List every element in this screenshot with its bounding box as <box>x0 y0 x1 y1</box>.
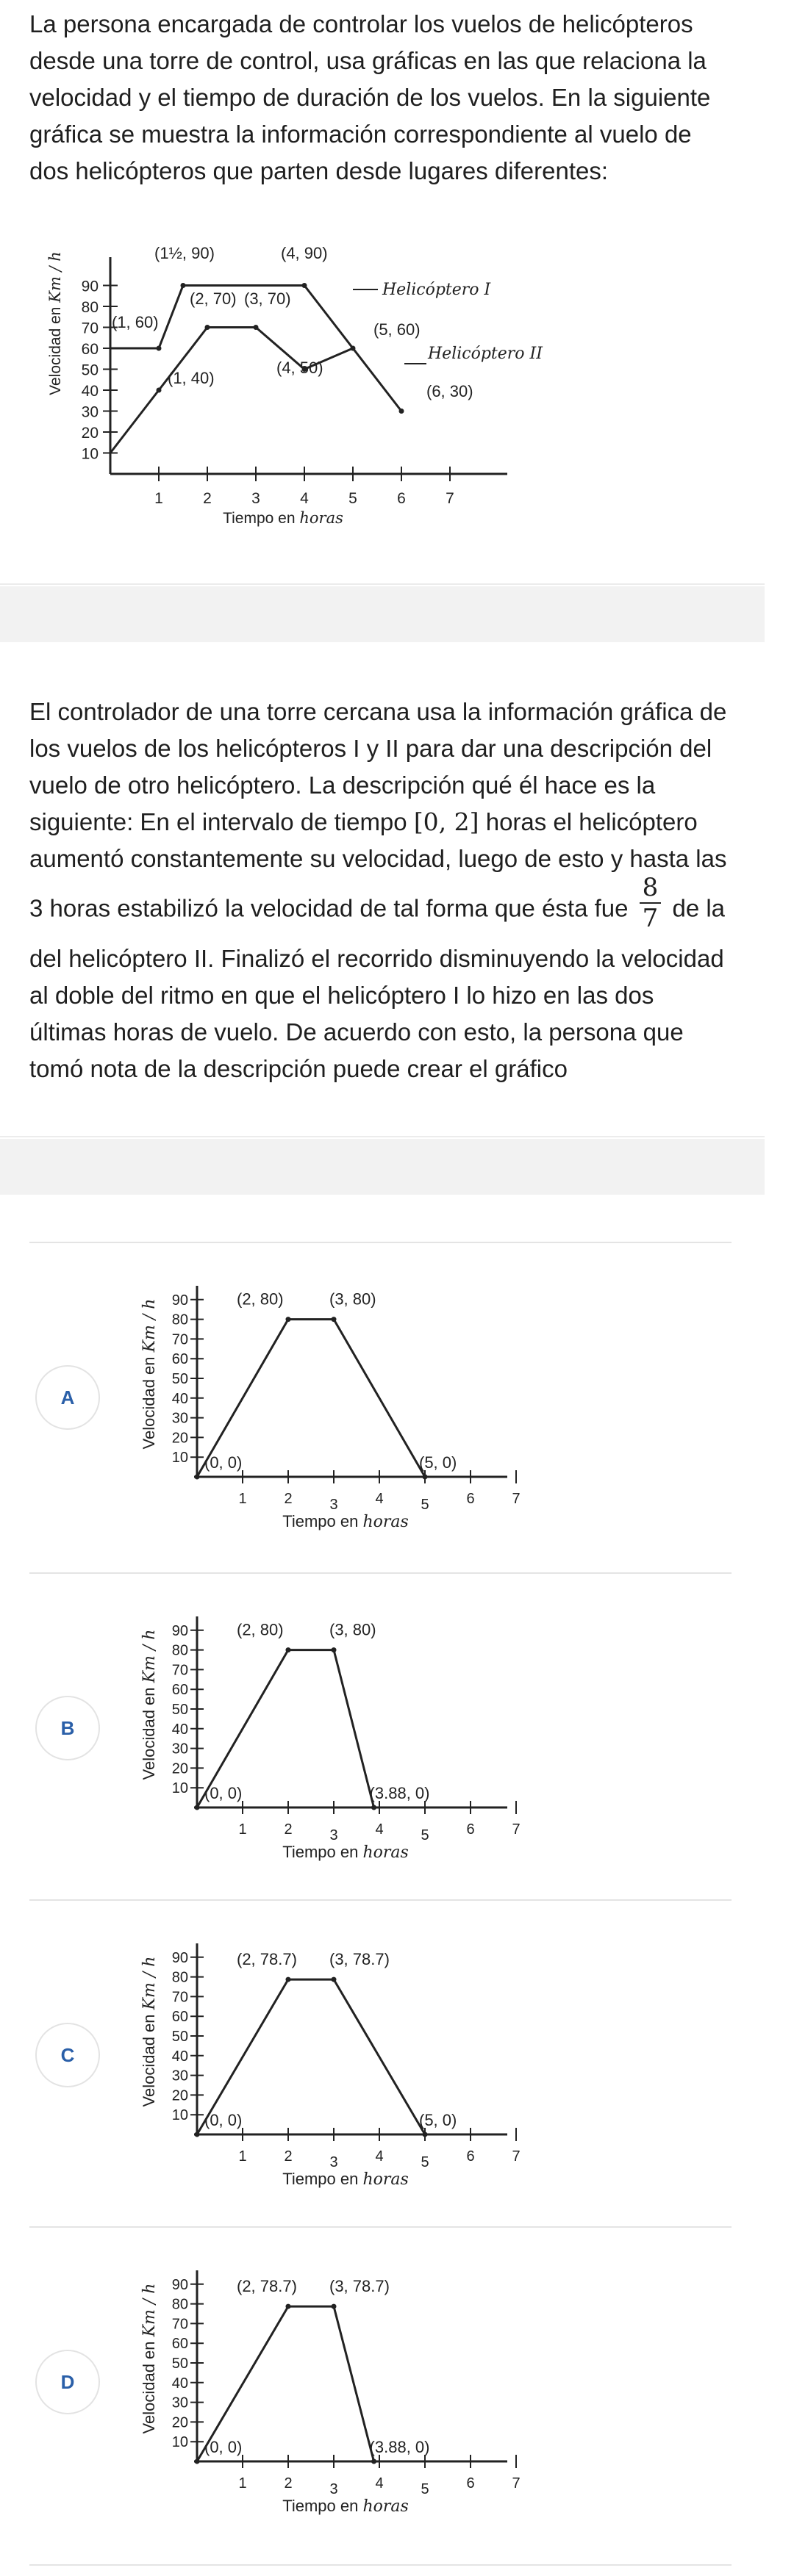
data-point <box>195 2459 200 2464</box>
intro-line: gráfica se muestra la información correspondiente al vuelo de <box>29 120 692 148</box>
data-point <box>195 2132 200 2137</box>
y-tick-label: 90 <box>171 1292 188 1309</box>
y-tick-label: 20 <box>171 2414 188 2431</box>
question-line: vuelo de otro helicóptero. La descripción qué él hace es la <box>29 771 656 799</box>
point-label: (2, 70) <box>190 289 237 308</box>
x-tick-label: 3 <box>329 1497 338 1513</box>
intro-line: dos helicópteros que parten desde lugares diferentes: <box>29 157 609 184</box>
main-chart <box>29 220 544 544</box>
y-tick-label: 30 <box>171 1741 188 1757</box>
x-tick-label: 4 <box>375 2475 384 2492</box>
data-point <box>423 1475 428 1480</box>
option-c[interactable] <box>0 1914 735 2223</box>
time-interval: [0, 2] <box>413 807 479 836</box>
x-tick-label: 4 <box>375 1491 384 1507</box>
option-separator <box>29 2564 732 2566</box>
y-tick-label: 90 <box>171 1949 188 1966</box>
option-b[interactable] <box>0 1587 735 1896</box>
point-label: (1, 40) <box>168 369 215 387</box>
x-tick-label: 4 <box>300 490 309 507</box>
point-label: (3.88, 0) <box>369 1784 430 1802</box>
legend-helicopter-2: Helicóptero II <box>428 345 543 363</box>
point-label: (0, 0) <box>204 2111 243 2129</box>
x-tick-label: 5 <box>421 1497 429 1513</box>
x-tick-label: 4 <box>375 1821 384 1838</box>
data-point <box>332 1647 337 1652</box>
y-tick-label: 20 <box>171 1430 188 1447</box>
y-tick-label: 10 <box>171 1450 188 1467</box>
option-chart-xlabel: Tiempo en horas <box>282 1843 409 1862</box>
y-tick-label: 20 <box>81 425 99 442</box>
main-chart-xlabel: Tiempo en horas <box>223 509 343 527</box>
option-letter-c[interactable]: C <box>35 2023 100 2087</box>
x-tick-label: 1 <box>238 1821 247 1838</box>
option-chart-xlabel: Tiempo en horas <box>282 2497 409 2516</box>
divider <box>0 1136 765 1137</box>
question-line: del helicóptero II. Finalizó el recorrido disminuyendo la velocidad <box>29 945 724 972</box>
option-chart-xlabel: Tiempo en horas <box>282 2170 409 2189</box>
option-chart-xlabel: Tiempo en horas <box>282 1512 409 1531</box>
point-label: (6, 30) <box>426 382 473 400</box>
option-chart <box>125 1256 537 1565</box>
y-tick-label: 70 <box>81 320 99 337</box>
y-tick-label: 70 <box>171 1331 188 1348</box>
y-tick-label: 60 <box>171 2336 188 2353</box>
point-label: (5, 0) <box>419 2111 457 2129</box>
x-tick-label: 2 <box>284 1821 293 1838</box>
y-tick-label: 10 <box>171 1780 188 1797</box>
y-tick-label: 80 <box>171 2296 188 2313</box>
data-point <box>286 1647 291 1652</box>
y-tick-label: 30 <box>81 403 99 421</box>
option-separator <box>29 1899 732 1901</box>
point-label: (1½, 90) <box>154 244 215 262</box>
y-tick-label: 40 <box>81 383 99 400</box>
data-point <box>423 2132 428 2137</box>
data-point <box>302 283 307 288</box>
x-tick-label: 2 <box>203 490 212 507</box>
question-line: 3 horas estabilizó la velocidad de tal forma que ésta fue $\frac{8}{7}$ de la <box>29 873 726 933</box>
point-label: (1, 60) <box>112 313 159 331</box>
x-tick-label: 6 <box>466 1491 475 1507</box>
data-point <box>286 1317 291 1322</box>
option-letter-b[interactable]: B <box>35 1696 100 1760</box>
point-label: (3, 70) <box>244 289 291 308</box>
data-point <box>371 1805 376 1810</box>
x-tick-label: 5 <box>421 1827 429 1843</box>
y-tick-label: 70 <box>171 1662 188 1679</box>
option-separator <box>29 1572 732 1574</box>
x-tick-label: 2 <box>284 2475 293 2492</box>
y-tick-label: 60 <box>81 341 99 358</box>
y-tick-label: 30 <box>171 2395 188 2411</box>
x-tick-label: 7 <box>446 490 454 507</box>
y-tick-label: 40 <box>171 2375 188 2392</box>
option-letter-a[interactable]: A <box>35 1365 100 1430</box>
data-point <box>399 409 404 414</box>
point-label: (5, 60) <box>373 320 421 339</box>
point-label: (3.88, 0) <box>369 2438 430 2456</box>
option-a[interactable] <box>0 1256 735 1565</box>
point-label: (3, 78.7) <box>329 1950 390 1969</box>
data-point <box>181 283 186 288</box>
divider <box>0 583 765 585</box>
option-chart-ylabel: Velocidad en Km / h <box>140 1629 159 1780</box>
point-label: (3, 78.7) <box>329 2277 390 2296</box>
data-point <box>254 325 259 330</box>
intro-line: desde una torre de control, usa gráficas en las que relaciona la <box>29 47 707 74</box>
x-tick-label: 6 <box>397 490 406 507</box>
y-tick-label: 80 <box>81 299 99 316</box>
option-chart <box>125 1914 537 2223</box>
y-tick-label: 60 <box>171 2009 188 2026</box>
y-tick-label: 90 <box>81 278 99 295</box>
data-point <box>205 325 210 330</box>
x-tick-label: 1 <box>238 1491 247 1507</box>
option-d[interactable] <box>0 2241 735 2550</box>
y-tick-label: 50 <box>81 361 99 379</box>
y-tick-label: 40 <box>171 2048 188 2065</box>
question-line: los vuelos de los helicópteros I y II para dar una descripción del <box>29 735 712 762</box>
option-separator <box>29 2226 732 2228</box>
y-tick-label: 90 <box>171 1622 188 1639</box>
y-tick-label: 60 <box>171 1682 188 1699</box>
grey-band <box>0 1139 765 1195</box>
y-tick-label: 50 <box>171 2356 188 2372</box>
y-tick-label: 70 <box>171 2316 188 2333</box>
data-point <box>157 388 162 393</box>
x-tick-label: 3 <box>251 490 260 507</box>
y-tick-label: 50 <box>171 1702 188 1718</box>
question-line: siguiente: En el intervalo de tiempo [0, 2] horas el helicóptero <box>29 807 698 836</box>
option-chart-ylabel: Velocidad en Km / h <box>140 2283 159 2434</box>
y-tick-label: 50 <box>171 1371 188 1387</box>
y-tick-label: 80 <box>171 1969 188 1986</box>
point-label: (0, 0) <box>204 1453 243 1472</box>
x-tick-label: 5 <box>348 490 357 507</box>
x-tick-label: 5 <box>421 2481 429 2497</box>
y-tick-label: 10 <box>171 2434 188 2451</box>
x-tick-label: 2 <box>284 1491 293 1507</box>
x-tick-label: 7 <box>512 2475 521 2492</box>
x-tick-label: 3 <box>329 1827 338 1843</box>
data-point <box>286 2304 291 2309</box>
data-point <box>195 1475 200 1480</box>
point-label: (4, 90) <box>281 244 328 262</box>
data-point <box>332 2304 337 2309</box>
x-tick-label: 7 <box>512 1821 521 1838</box>
data-point <box>157 346 162 351</box>
point-label: (2, 78.7) <box>237 2277 297 2296</box>
point-label: (2, 80) <box>237 1289 284 1309</box>
option-chart <box>125 1587 537 1896</box>
y-tick-label: 80 <box>171 1312 188 1328</box>
x-tick-label: 4 <box>375 2148 384 2165</box>
point-label: (2, 80) <box>237 1620 284 1639</box>
y-tick-label: 40 <box>171 1390 188 1407</box>
data-point <box>332 1977 337 1982</box>
y-tick-label: 10 <box>81 445 99 463</box>
y-tick-label: 90 <box>171 2276 188 2293</box>
point-label: (5, 0) <box>419 1453 457 1472</box>
point-label: (0, 0) <box>204 1784 243 1802</box>
option-letter-d[interactable]: D <box>35 2350 100 2414</box>
x-tick-label: 6 <box>466 1821 475 1838</box>
data-point <box>286 1977 291 1982</box>
question-paragraph <box>29 694 765 1087</box>
option-chart <box>125 2241 537 2550</box>
y-tick-label: 50 <box>171 2029 188 2045</box>
helicopter-2-line <box>110 328 353 453</box>
y-tick-label: 30 <box>171 2068 188 2084</box>
option-separator <box>29 1242 732 1243</box>
y-tick-label: 40 <box>171 1721 188 1738</box>
y-tick-label: 70 <box>171 1989 188 2006</box>
x-tick-label: 6 <box>466 2475 475 2492</box>
legend-helicopter-1: Helicóptero I <box>382 281 491 299</box>
y-tick-label: 20 <box>171 2087 188 2104</box>
data-point <box>195 1805 200 1810</box>
point-label: (3, 80) <box>329 1620 376 1639</box>
y-tick-label: 80 <box>171 1642 188 1659</box>
y-tick-label: 10 <box>171 2107 188 2124</box>
question-line: al doble del ritmo en que el helicóptero I lo hizo en las dos <box>29 982 654 1009</box>
question-line: El controlador de una torre cercana usa la información gráfica de <box>29 698 727 725</box>
question-line: aumentó constantemente su velocidad, luego de esto y hasta las <box>29 845 727 872</box>
x-tick-label: 7 <box>512 2148 521 2165</box>
point-label: (0, 0) <box>204 2438 243 2456</box>
x-tick-label: 3 <box>329 2481 338 2497</box>
x-tick-label: 1 <box>238 2475 247 2492</box>
intro-line: velocidad y el tiempo de duración de los vuelos. En la siguiente <box>29 84 711 111</box>
point-label: (2, 78.7) <box>237 1950 297 1969</box>
option-chart-ylabel: Velocidad en Km / h <box>140 1298 159 1450</box>
question-line: últimas horas de vuelo. De acuerdo con esto, la persona que <box>29 1018 684 1046</box>
x-tick-label: 3 <box>329 2154 338 2170</box>
grey-band <box>0 586 765 642</box>
point-label: (3, 80) <box>329 1289 376 1309</box>
y-tick-label: 20 <box>171 1760 188 1777</box>
x-tick-label: 2 <box>284 2148 293 2165</box>
data-point <box>351 346 356 351</box>
x-tick-label: 6 <box>466 2148 475 2165</box>
x-tick-label: 7 <box>512 1491 521 1507</box>
intro-line: La persona encargada de controlar los vuelos de helicópteros <box>29 10 693 37</box>
main-chart-ylabel: Velocidad en Km / h <box>46 251 64 395</box>
y-tick-label: 30 <box>171 1410 188 1427</box>
data-point <box>371 2459 376 2464</box>
y-tick-label: 60 <box>171 1351 188 1368</box>
intro-paragraph <box>29 6 765 190</box>
fraction-8-7: $\frac{8}{7}$ <box>640 873 662 933</box>
x-tick-label: 5 <box>421 2154 429 2170</box>
point-label: (4, 50) <box>276 359 323 377</box>
x-tick-label: 1 <box>238 2148 247 2165</box>
x-tick-label: 1 <box>154 490 163 507</box>
question-line: tomó nota de la descripción puede crear el gráfico <box>29 1055 568 1082</box>
data-point <box>332 1317 337 1322</box>
option-chart-ylabel: Velocidad en Km / h <box>140 1956 159 2107</box>
